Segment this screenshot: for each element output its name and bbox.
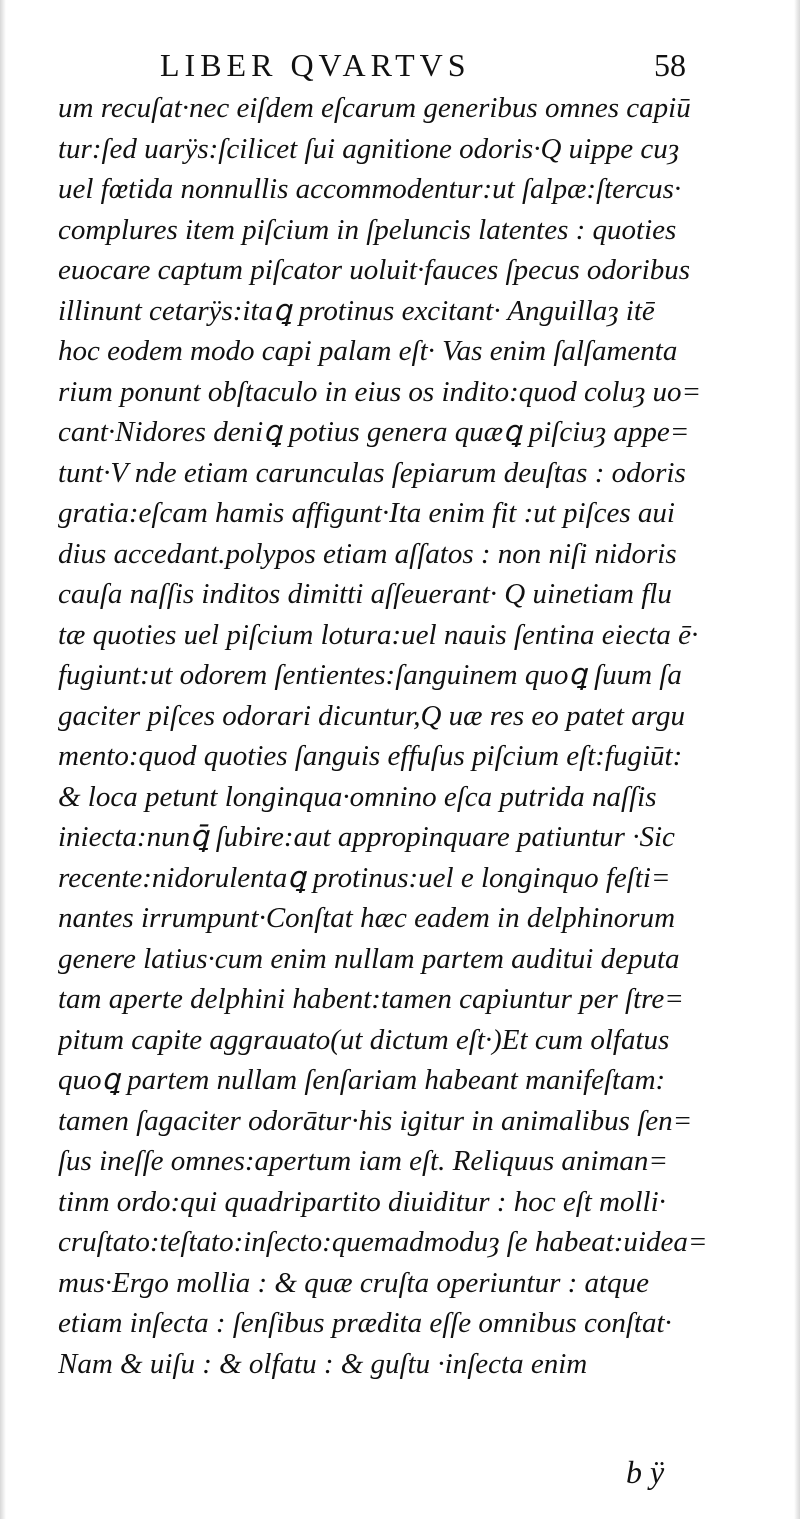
text-line: cant·Nidores deniꝗ potius genera quæꝗ piſciuȝ appe= xyxy=(58,416,690,448)
text-line: pitum capite aggrauato(ut dictum eſt·)Et cum olfatus xyxy=(58,1023,670,1056)
running-head-title: LIBER QVARTVS xyxy=(160,47,471,83)
text-line: tur:ſed uarÿs:ſcilicet ſui agnitione odoris·Q uippe cuȝ xyxy=(58,132,680,165)
body-text xyxy=(58,88,748,1384)
text-line: Nam & uiſu : & olfatu : & guſtu ·inſecta enim xyxy=(58,1347,588,1380)
text-line: rium ponunt obſtaculo in eius os indito:quod coluȝ uo= xyxy=(58,375,702,408)
running-head xyxy=(0,40,800,90)
text-line: tamen ſagaciter odorātur·his igitur in animalibus ſen= xyxy=(58,1104,693,1137)
page-edge-right xyxy=(794,0,800,1519)
text-line: cruſtato:teſtato:inſecto:quemadmoduȝ ſe habeat:uidea= xyxy=(58,1226,708,1258)
text-line: & loca petunt longinqua·omnino eſca putrida naſſis xyxy=(58,780,657,813)
text-line: fugiunt:ut odorem ſentientes:ſanguinem quoꝗ ſuum ſa xyxy=(58,659,682,691)
text-line: hoc eodem modo capi palam eſt· Vas enim ſalſamenta xyxy=(58,335,678,367)
text-line: iniecta:nunꝗ̄ ſubire:aut appropinquare patiuntur ·Sic xyxy=(58,821,675,853)
text-line: cauſa naſſis inditos dimitti aſſeuerant· Q uinetiam flu xyxy=(58,578,672,610)
text-line: dius accedant.polypos etiam aſſatos : non niſi nidoris xyxy=(58,537,677,570)
text-line: recente:nidorulentaꝗ protinus:uel e longinquo feſti= xyxy=(58,861,671,894)
text-line: uel fœtida nonnullis accommodentur:ut ſalpæ:ſtercus· xyxy=(58,173,682,205)
page-number: 58 xyxy=(654,47,686,83)
text-line: tinm ordo:qui quadripartito diuiditur : hoc eſt molli· xyxy=(58,1185,666,1218)
text-line: euocare captum piſcator uoluit·fauces ſpecus odoribus xyxy=(58,254,690,286)
text-line: gratia:eſcam hamis affigunt·Ita enim fit :ut piſces aui xyxy=(58,497,675,529)
text-line: genere latius·cum enim nullam partem auditui deputa xyxy=(58,942,680,975)
text-line: gaciter piſces odorari dicuntur,Q uæ res eo patet argu xyxy=(58,699,685,732)
page-edge-left xyxy=(0,0,6,1519)
text-line: tunt·V nde etiam carunculas ſepiarum deuſtas : odoris xyxy=(58,456,686,489)
text-line: mento:quod quoties ſanguis effuſus piſcium eſt:fugiūt: xyxy=(58,740,683,772)
text-line: tam aperte delphini habent:tamen capiuntur per ſtre= xyxy=(58,983,684,1015)
text-line: illinunt cetarÿs:itaꝗ protinus excitant· Anguillaȝ itē xyxy=(58,294,655,327)
text-line: complures item piſcium in ſpeluncis latentes : quoties xyxy=(58,213,677,246)
text-line: ſus ineſſe omnes:apertum iam eſt. Reliquus animan= xyxy=(58,1145,668,1177)
text-line: tæ quoties uel piſcium lotura:uel nauis ſentina eiecta ē· xyxy=(58,618,699,651)
text-line: quoꝗ partem nullam ſenſariam habeant manifeſtam: xyxy=(58,1064,666,1096)
text-line: etiam inſecta : ſenſibus prædita eſſe omnibus conſtat· xyxy=(58,1307,672,1339)
text-line: um recuſat·nec eiſdem eſcarum generibus omnes capiū xyxy=(58,92,691,124)
signature-mark: b ÿ xyxy=(626,1454,665,1490)
text-line: mus·Ergo mollia : & quæ cruſta operiuntur : atque xyxy=(58,1266,649,1299)
text-line: nantes irrumpunt·Conſtat hæc eadem in delphinorum xyxy=(58,902,676,934)
